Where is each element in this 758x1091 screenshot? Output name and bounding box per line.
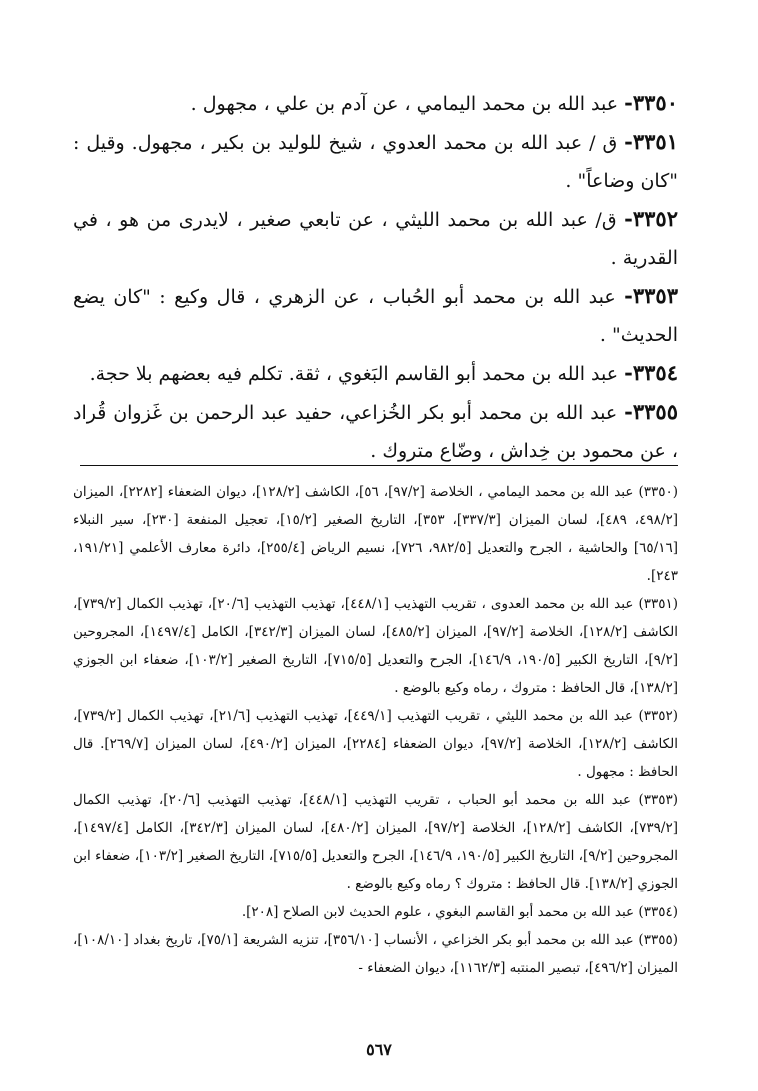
footnote <box>73 478 678 590</box>
entry <box>73 84 678 123</box>
footnote-number: (٣٣٥٤) <box>638 904 678 920</box>
entry <box>73 354 678 393</box>
footnote-divider <box>80 465 678 466</box>
entry-number: ٣٣٥٣- <box>624 283 678 308</box>
entry-number: ٣٣٥١- <box>624 129 678 154</box>
entry <box>73 123 678 200</box>
entry-text: عبد الله بن محمد أبو بكر الخُزاعي، حفيد عبد الرحمن بن غَزوان قُراد ، عن محمود بن خِداش ، وضّاع متروك . <box>73 402 678 462</box>
entry-text: ق/ عبد الله بن محمد الليثي ، عن تابعي صغير ، لايدرى من هو ، في القدرية . <box>73 209 678 269</box>
entry-text: ق / عبد الله بن محمد العدوي ، شيخ للوليد بن بكير ، مجهول. وقيل : "كان وضاعاً" . <box>73 132 678 192</box>
footnote-number: (٣٣٥٥) <box>638 932 678 948</box>
entry-number: ٣٣٥٢- <box>624 206 678 231</box>
footnotes <box>73 478 678 982</box>
footnote <box>73 926 678 982</box>
footnote <box>73 898 678 926</box>
footnote <box>73 786 678 898</box>
entry-number: ٣٣٥٥- <box>624 399 678 424</box>
footnote-text: عبد الله بن محمد الليثي ، تقريب التهذيب [٤٤٩/١]، تهذيب التهذيب [٢١/٦]، تهذيب الكمال [٧٣٩/٢]، الكاشف [١٢٨/٢]، الخلاصة [٩٧/٢]، ديوان الضعفاء [٢٢٨٤]، الميزان [٤٩٠/٢]، لسان الميزان [٢٦٩/٧]. قال الحافظ : مجهول . <box>73 708 678 780</box>
entry-text: عبد الله بن محمد اليمامي ، عن آدم بن علي ، مجهول . <box>190 93 619 115</box>
entry <box>73 277 678 354</box>
entries-list <box>73 84 678 470</box>
footnote-text: عبد الله بن محمد أبو القاسم البغوي ، علوم الحديث لابن الصلاح [٢٠٨]. <box>241 904 635 920</box>
entry-number: ٣٣٥٤- <box>624 360 678 385</box>
footnote-text: عبد الله بن محمد اليمامي ، الخلاصة [٩٧/٢]، ٥٦]، الكاشف [١٢٨/٢]، ديوان الضعفاء [٢٢٨٢]، الميزان [٤٩٨/٢، ٤٨٩]، لسان الميزان [٣٣٧/٣]، ٣٥٣]، التاريخ الصغير [١٥/٢]، تعجيل المنفعة [٢٣٠]، سير النبلاء [٦٥/١٦] والحاشية ، الجرح والتعديل [٩٨٢/٥، ٧٢٦]، نسيم الرياض [٢٥٥/٤]، دائرة معارف الأعلمي [١٩١/٢١، ٢٤٣]. <box>73 484 679 584</box>
entry <box>73 200 678 277</box>
footnote-text: عبد الله بن محمد أبو الحباب ، تقريب التهذيب [٤٤٨/١]، تهذيب التهذيب [٢٠/٦]، تهذيب الكمال [٧٣٩/٢]، الكاشف [١٢٨/٢]، الخلاصة [٩٧/٢]، الميزان [٤٨٠/٢]، لسان الميزان [٣٤٢/٣]، الكامل [١٤٩٧/٤]، المجروحين [٩/٢]، التاريخ الكبير [١٩٠/٥، ١٤٦/٩]، الجرح والتعديل [٧١٥/٥]، التاريخ الصغير [١٠٣/٢]، ضعفاء ابن الجوزي [١٣٨/٢]. قال الحافظ : متروك ؟ رماه وكيع بالوضع . <box>73 792 678 892</box>
entry-text: عبد الله بن محمد أبو القاسم البَغوي ، ثقة. تكلم فيه بعضهم بلا حجة. <box>89 363 619 385</box>
footnote <box>73 702 678 786</box>
footnote-number: (٣٣٥٠) <box>638 484 679 500</box>
footnote-number: (٣٣٥٢) <box>638 708 679 724</box>
page-number: ٥٦٧ <box>366 1040 392 1059</box>
footnote-text: عبد الله بن محمد العدوى ، تقريب التهذيب [٤٤٨/١]، تهذيب التهذيب [٢٠/٦]، تهذيب الكمال [٧٣٩/٢]، الكاشف [١٢٨/٢]، الخلاصة [٩٧/٢]، الميزان [٤٨٥/٢]، لسان الميزان [٣٤٢/٣]، الكامل [١٤٩٧/٤]، المجروحين [٩/٢]، التاريخ الكبير [١٩٠/٥، ١٤٦/٩]، الجرح والتعديل [٧١٥/٥]، التاريخ الصغير [١٠٣/٢]، ضعفاء ابن الجوزي [١٣٨/٢]، قال الحافظ : متروك ، رماه وكيع بالوضع . <box>73 596 679 696</box>
entry-text: عبد الله بن محمد أبو الحُباب ، عن الزهري ، قال وكيع : "كان يضع الحديث" . <box>73 286 678 346</box>
entry-number: ٣٣٥٠- <box>624 90 678 115</box>
footnote-text: عبد الله بن محمد أبو بكر الخزاعي ، الأنساب [٣٥٦/١٠]، تنزيه الشريعة [٧٥/١]، تاريخ بغداد [١٠٨/١٠]، الميزان [٤٩٦/٢]، تبصير المنتبه [١١٦٢/٣]، ديوان الضعفاء - <box>73 932 678 976</box>
entry <box>73 393 678 470</box>
footnote-number: (٣٣٥١) <box>638 596 679 612</box>
footnote <box>73 590 678 702</box>
footnote-number: (٣٣٥٣) <box>638 792 679 808</box>
